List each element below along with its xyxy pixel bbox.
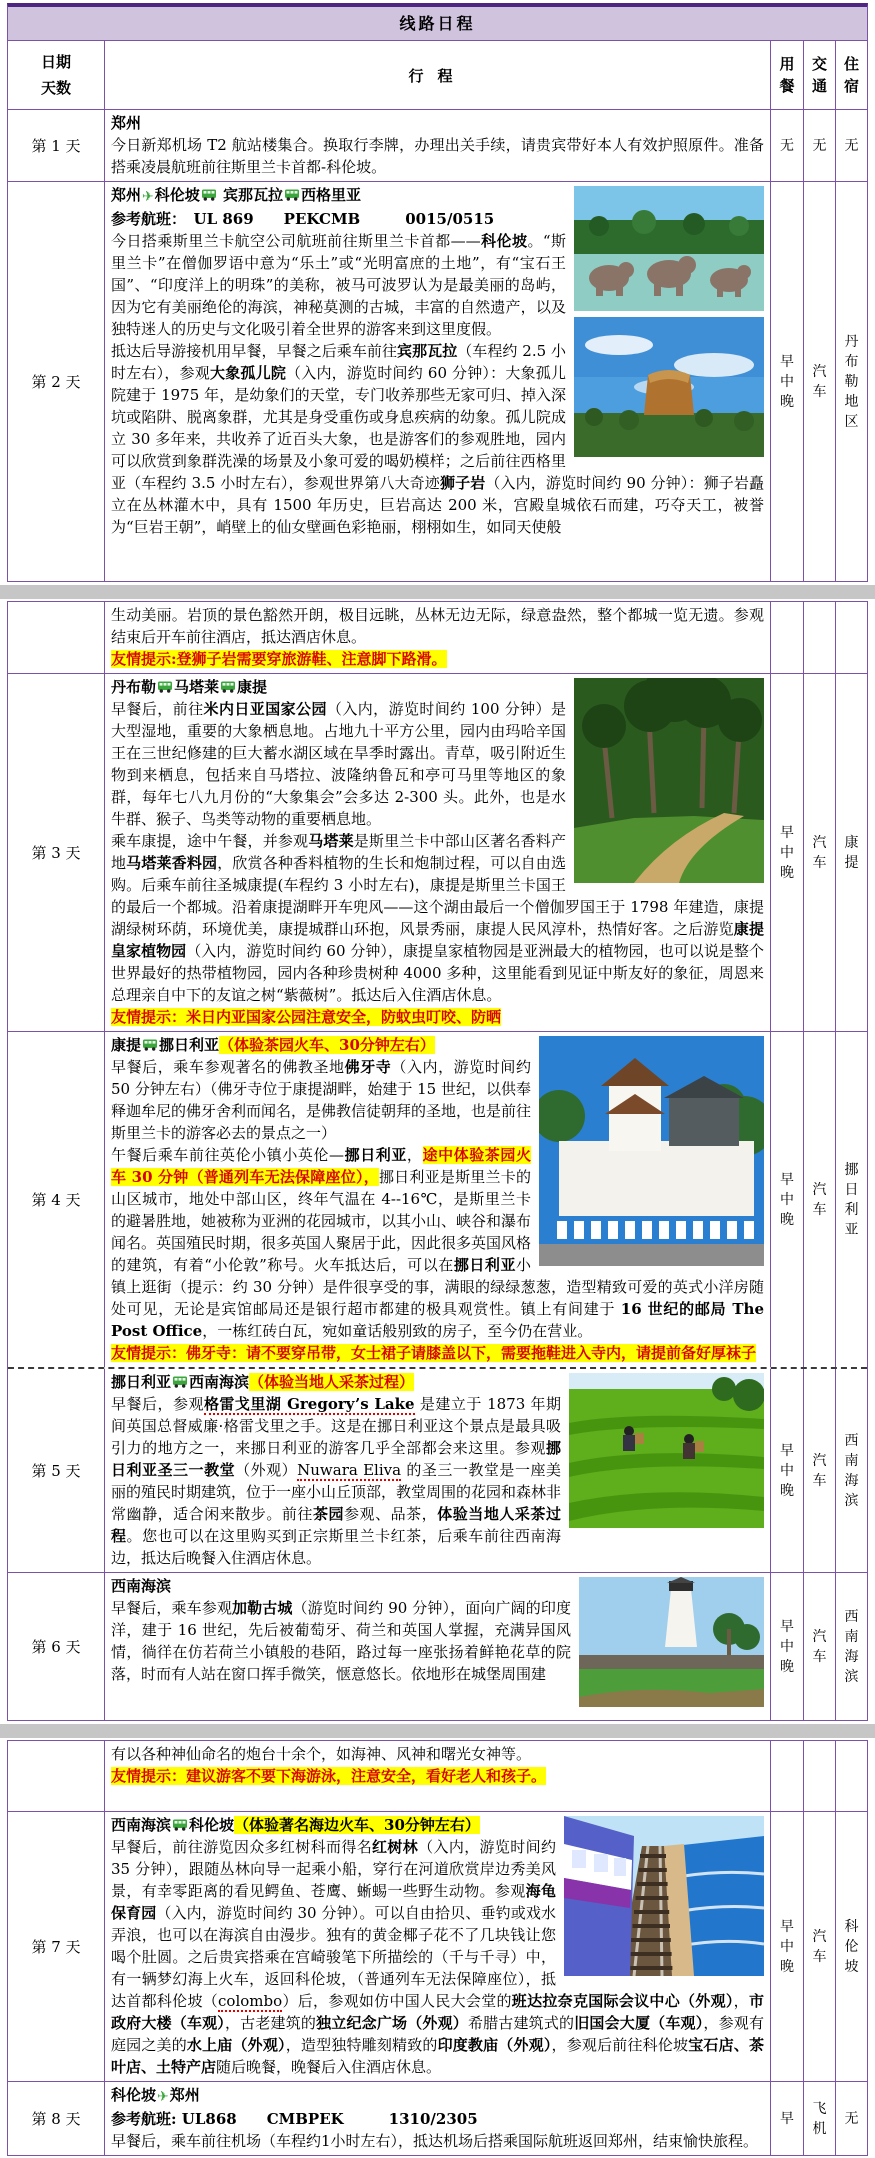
page-break-band bbox=[0, 585, 875, 599]
text-segment: （车程约 2.5 小时左右），参观 bbox=[111, 342, 566, 382]
text-segment: （入内，游览时间约 50 分钟左右）（佛牙寺位于康提湖畔，始建于 15 世纪，以供奉释迦牟尼的佛牙舍利而闻名，是佛教信徒朝拜的圣地，也是前往斯里兰卡的游客必去的景点之一） bbox=[111, 1058, 532, 1142]
text-segment: 宾那瓦拉 bbox=[217, 186, 283, 204]
continuation-row bbox=[8, 602, 867, 673]
document-title-bar bbox=[7, 3, 868, 41]
stay-cell: 西南海滨 bbox=[835, 1369, 867, 1572]
text-segment: 西格里亚 bbox=[301, 186, 362, 204]
text-segment: （体验茶园火车、30分钟左右） bbox=[219, 1036, 435, 1054]
text-segment: 有以各种神仙命名的炮台十余个，如海神、风神和曙光女神等。 bbox=[111, 1745, 532, 1763]
day-label: 第 1 天 bbox=[31, 137, 81, 155]
meals-cell: 早中晚 bbox=[770, 674, 803, 1031]
itinerary-paragraph bbox=[111, 1743, 764, 1765]
temple-of-tooth-photo bbox=[539, 1036, 764, 1266]
text-segment: 友情提示：米日内亚国家公园注意安全，防蚊虫叮咬、防晒 bbox=[111, 1008, 502, 1026]
text-segment: 茶园 bbox=[312, 1505, 345, 1523]
itinerary-row bbox=[8, 1031, 867, 1367]
text-segment: ，参观后前往科伦坡 bbox=[551, 2036, 689, 2054]
text-segment: 友情提示:登狮子岩需要穿旅游鞋、注意脚下路滑。 bbox=[111, 650, 447, 668]
text-segment: 友情提示：建议游客不要下海游泳，注意安全，看好老人和孩子。 bbox=[111, 1767, 547, 1785]
text-segment: 科伦坡 bbox=[189, 1816, 235, 1834]
itinerary-content bbox=[104, 2082, 770, 2155]
text-segment: 挪日利亚圣三一教堂 bbox=[111, 1439, 561, 1479]
text-segment: colombo bbox=[218, 1992, 283, 2010]
text-segment: （入内，游览时间约 100 分钟）是大型湿地，重要的大象栖息地。占地九十平方公里，园内由玛哈辛国王在三世纪修建的巨大蓄水湖区域在旱季时露出。青草，吸引附近生物到来栖息，包括来自马塔拉、波隆纳鲁瓦和亭可马里等地区的象群，每年七八九月份的“大象集会”会多达 2-300 头。此外，也是水牛群、猴子、鸟类等动物的重要栖息地。 bbox=[111, 700, 566, 828]
text-segment: 科伦坡 bbox=[480, 232, 528, 250]
itinerary-row bbox=[8, 181, 867, 581]
text-segment: 马塔莱香料园 bbox=[126, 854, 218, 872]
stay-cell bbox=[835, 1741, 867, 1811]
plane-icon: ✈ bbox=[142, 189, 154, 205]
bus-icon bbox=[172, 1819, 188, 1831]
itinerary-content bbox=[104, 182, 770, 581]
pinnawala-elephants-photo bbox=[574, 186, 764, 311]
transport-cell: 汽车 bbox=[803, 182, 835, 581]
text-segment: 郑州 bbox=[169, 2086, 200, 2104]
stay-cell: 科伦坡 bbox=[835, 1812, 867, 2081]
table-section bbox=[7, 601, 868, 1721]
text-segment: 西南海滨 bbox=[111, 1577, 172, 1595]
text-segment: 小镇上逛街（提示：约 30 分钟）是件很享受的事，满眼的绿绿葱葱，造型精致可爱的英式小洋房随处可见，无论是宾馆邮局还是银行超市都建的极具观赏性。镇上有间建于 bbox=[111, 1256, 764, 1318]
text-segment: 挪日利亚 bbox=[111, 1373, 172, 1391]
text-segment: 旧国会大厦（车观） bbox=[574, 2014, 704, 2032]
text-segment: （入内，游览时间约 90 分钟）：狮子岩矗立在丛林灌木中，具有 1500 年历史，巨岩高达 200 米，宫殿皇城依石而建，巧夺天工，被誉为“巨岩王朝”，峭壁上的仙女壁画色彩艳丽，栩栩如生，如同天使般 bbox=[111, 474, 764, 536]
day-label: 第 7 天 bbox=[31, 1938, 81, 1956]
itinerary-paragraph bbox=[111, 2130, 764, 2152]
text-segment: 16 世纪的邮局 The Post Office bbox=[111, 1300, 764, 1340]
sigiriya-lion-rock-photo bbox=[574, 317, 764, 457]
text-segment: （外观） bbox=[235, 1461, 298, 1479]
stay-cell: 无 bbox=[835, 2082, 867, 2155]
itinerary-paragraph bbox=[111, 2108, 764, 2130]
text-segment: ，造型独特雕刻精致的 bbox=[285, 2036, 438, 2054]
table-header-row bbox=[8, 41, 867, 109]
text-segment: 早餐后，乘车参观 bbox=[111, 1599, 233, 1617]
stay-cell: 康提 bbox=[835, 674, 867, 1031]
photo-column bbox=[574, 678, 764, 889]
day-label bbox=[8, 602, 104, 673]
text-segment: 康提 bbox=[111, 1036, 142, 1054]
text-segment: 今日新郑机场 T2 航站楼集合。换取行李牌，办理出关手续，请贵宾带好本人有效护照原件。准备搭乘凌晨航班前往斯里兰卡首都-科伦坡。 bbox=[111, 136, 764, 176]
text-segment: 海龟保育园 bbox=[111, 1882, 556, 1922]
tea-plantation-pickers-photo bbox=[569, 1373, 764, 1528]
itinerary-content bbox=[104, 1369, 770, 1572]
transport-cell: 汽车 bbox=[803, 1032, 835, 1367]
header-stay: 住宿 bbox=[835, 41, 867, 109]
stay-cell bbox=[835, 602, 867, 673]
text-segment: ，欣赏各种香料植物的生长和炮制过程，可以自由选购。后乘车前往圣城康提(车程约 3 小时左右)，康提是斯里兰卡国王的最后一个都城。沿着康提湖畔开车兜风——这个湖由最后一个僧伽罗国王于 1798 年建造，康提湖绿树环荫，环境优美，康提城群山环抱，风景秀丽，康提人民风淳朴，热情好客。之后游览 bbox=[111, 854, 764, 938]
text-segment: ，一栋红砖白瓦，宛如童话般别致的房子，至今仍在营业。 bbox=[202, 1322, 593, 1340]
header-meals: 用餐 bbox=[770, 41, 803, 109]
plane-icon: ✈ bbox=[157, 2089, 169, 2105]
day-label: 第 5 天 bbox=[31, 1462, 81, 1480]
meals-cell: 早中晚 bbox=[770, 1032, 803, 1367]
text-segment: 科伦坡 bbox=[111, 2086, 157, 2104]
text-segment: （体验当地人采茶过程） bbox=[249, 1373, 415, 1391]
itinerary-content bbox=[104, 110, 770, 181]
day-label: 第 2 天 bbox=[31, 373, 81, 391]
page-title: 线路日程 bbox=[399, 14, 476, 33]
text-segment: 早餐后，前往游览因众多红树科而得名 bbox=[111, 1838, 373, 1856]
text-segment: 宾那瓦拉 bbox=[397, 342, 458, 360]
bus-icon bbox=[172, 1376, 188, 1388]
itinerary-content bbox=[104, 1812, 770, 2081]
text-segment: ，古老建筑的 bbox=[224, 2014, 317, 2032]
transport-cell: 飞机 bbox=[803, 2082, 835, 2155]
itinerary-row bbox=[8, 2081, 867, 2155]
botanical-garden-path-photo bbox=[574, 678, 764, 883]
text-segment: 西南海滨 bbox=[189, 1373, 250, 1391]
day-label: 第 6 天 bbox=[31, 1638, 81, 1656]
text-segment: 班达拉奈克国际会议中心（外观） bbox=[511, 1992, 734, 2010]
text-segment: 丹布勒 bbox=[111, 678, 157, 696]
route-title bbox=[111, 112, 764, 134]
stay-cell: 无 bbox=[835, 110, 867, 181]
itinerary-row bbox=[8, 1369, 867, 1572]
stay-cell: 丹布勒地区 bbox=[835, 182, 867, 581]
bus-icon bbox=[142, 1039, 158, 1051]
text-segment: 郑州 bbox=[111, 114, 142, 132]
continuation-row bbox=[8, 1741, 867, 1811]
header-day: 日期天数 bbox=[40, 53, 71, 97]
text-segment: 西南海滨 bbox=[111, 1816, 172, 1834]
table-section bbox=[7, 40, 868, 582]
text-segment: 独立纪念广场（外观） bbox=[316, 2014, 468, 2032]
photo-column bbox=[564, 1816, 764, 1982]
meals-cell: 早中晚 bbox=[770, 1812, 803, 2081]
friendly-tip bbox=[111, 1765, 764, 1787]
bus-icon bbox=[284, 189, 300, 201]
stay-cell: 挪日利亚 bbox=[835, 1032, 867, 1367]
meals-cell: 早中晚 bbox=[770, 1573, 803, 1720]
text-segment: 水上庙（外观） bbox=[186, 2036, 286, 2054]
header-itinerary: 行程 bbox=[104, 41, 770, 109]
stay-cell: 西南海滨 bbox=[835, 1573, 867, 1720]
itinerary-table bbox=[7, 40, 868, 2156]
seaside-train-photo bbox=[564, 1816, 764, 1976]
text-segment: （入内，游览时间约 60 分钟）：大象孤儿院建于 1975 年，是幼象们的天堂，专门收养那些无家可归、掉入深坑或陷阱、脱离象群，尤其是身受重伤或身息疾病的幼象。孤儿院成立 30 多年来，共收养了近百头大象，也是游客们的参观胜地，园内可以欣赏到象群洗澡的场景及小象可爱的喝奶模样；之后前往西格里亚（车程约 3.5 小时左右），参观世界第八大奇迹 bbox=[111, 364, 566, 492]
text-segment: 市政府大楼（车观） bbox=[111, 1992, 764, 2032]
text-segment: ，参观有庭园之美的 bbox=[111, 2014, 764, 2054]
text-segment: ， bbox=[733, 1992, 749, 2010]
photo-column bbox=[569, 1373, 764, 1534]
text-segment: 抵达后导游接机用早餐，早餐之后乘车前往 bbox=[111, 342, 398, 360]
text-segment: 郑州 bbox=[111, 186, 142, 204]
friendly-tip bbox=[111, 1342, 764, 1364]
itinerary-content bbox=[104, 1573, 770, 1720]
text-segment: ）后，参观如仿中国人民大会堂的 bbox=[282, 1992, 512, 2010]
itinerary-paragraph bbox=[111, 604, 764, 648]
text-segment: 友情提示：佛牙寺：请不要穿吊带，女士裙子请膝盖以下，需要拖鞋进入寺内，请提前备好厚袜子 bbox=[111, 1344, 757, 1362]
text-segment: 参考航班： UL 869 PEKCMB 0015/0515 bbox=[111, 210, 495, 228]
transport-cell: 汽车 bbox=[803, 1573, 835, 1720]
text-segment: 挪日利亚 bbox=[453, 1256, 516, 1274]
text-segment: （入内，游览时间约 30 分钟）。可以自由拾贝、垂钓或戏水弄浪，也可以在海滨自由漫步。独有的黄金椰子花不了几块钱让您喝个肚圆。之后贵宾搭乘在宫崎骏笔下所描绘的（千与千寻）中，有一辆梦幻海上火车，返回科伦坡，（普通列车无法保障座位），抵达首都科伦坡（ bbox=[111, 1904, 556, 2010]
text-segment: （体验著名海边火车、30分钟左右） bbox=[234, 1816, 480, 1834]
text-segment: 马塔莱 bbox=[174, 678, 220, 696]
text-segment: 康提 bbox=[237, 678, 268, 696]
meals-cell: 早中晚 bbox=[770, 1369, 803, 1572]
text-segment: 体验当地人采茶过程 bbox=[111, 1505, 561, 1545]
friendly-tip bbox=[111, 1006, 764, 1028]
transport-cell: 无 bbox=[803, 110, 835, 181]
photo-column bbox=[579, 1577, 764, 1713]
transport-cell: 汽车 bbox=[803, 674, 835, 1031]
day-label: 第 8 天 bbox=[31, 2110, 81, 2128]
itinerary-row bbox=[8, 673, 867, 1031]
text-segment: 的圣三一教堂是一座美丽的殖民时期建筑，位于一座小山丘顶部，教堂周围的花园和森林非常幽静，适合闲来散步。前往 bbox=[111, 1461, 562, 1523]
meals-cell: 早中晚 bbox=[770, 182, 803, 581]
text-segment: 科伦坡 bbox=[154, 186, 200, 204]
itinerary-paragraph bbox=[111, 134, 764, 178]
text-segment: （入内，游览时间约 60 分钟），康提皇家植物园是亚洲最大的植物园，也可以说是整个世界最好的热带植物园，园内各种珍贵树种 4000 多种，这里能看到见证中斯友好的象征，周恩来总理亲自中下的友谊之树“紫薇树”。抵达后入住酒店休息。 bbox=[111, 942, 764, 1004]
text-segment: 红树林 bbox=[372, 1838, 419, 1856]
itinerary-content bbox=[104, 602, 770, 673]
photo-column bbox=[539, 1036, 764, 1272]
text-segment: 狮子岩 bbox=[439, 474, 486, 492]
text-segment: 参观、品茶， bbox=[344, 1505, 438, 1523]
text-segment: Nuwara Eliva bbox=[297, 1461, 402, 1479]
text-segment: 途中体验茶园火车 30 分钟（普通列车无法保障座位）， bbox=[111, 1146, 531, 1186]
text-segment: 早餐后，乘车前往机场（车程约1小时左右），抵达机场后搭乘国际航班返回郑州，结束愉快旅程。 bbox=[111, 2132, 759, 2150]
text-segment: 是建立于 1873 年期间英国总督威廉·格雷戈里之手。这是在挪日利亚这个景点是最具吸引力的地方之一，来挪日利亚的游客几乎全部都会来这里。参观 bbox=[111, 1395, 561, 1457]
text-segment: （游览时间约 90 分钟），面向广阔的印度洋，建于 16 世纪，先后被葡萄牙、荷兰和英国人掌握，充满异国风情，徜徉在仿若荷兰小镇般的巷陌，路过每一座张扬着鲜艳花草的院落，时而有人站在窗口挥手微笑，惬意悠长。依地形在城堡周围建 bbox=[111, 1599, 571, 1683]
text-segment: 午餐后乘车前往英伦小镇小英伦— bbox=[111, 1146, 345, 1164]
text-segment: 希腊古建筑式的 bbox=[467, 2014, 575, 2032]
text-segment: 早餐后，前往 bbox=[111, 700, 204, 718]
bus-icon bbox=[201, 189, 217, 201]
text-segment: 随后晚餐，晚餐后入住酒店休息。 bbox=[216, 2058, 442, 2076]
route-title bbox=[111, 2084, 764, 2108]
text-segment: 挪日利亚 bbox=[159, 1036, 220, 1054]
text-segment: 康提皇家植物园 bbox=[111, 920, 764, 960]
page-break-band bbox=[0, 1724, 875, 1738]
text-segment: 米内日亚国家公园 bbox=[203, 700, 327, 718]
transport-cell: 汽车 bbox=[803, 1812, 835, 2081]
text-segment: 今日搭乘斯里兰卡航空公司航班前往斯里兰卡首都—— bbox=[111, 232, 481, 250]
text-segment: 乘车康提，途中午餐，并参观 bbox=[111, 832, 309, 850]
day-label bbox=[8, 1741, 104, 1811]
text-segment: 。“斯里兰卡”在僧伽罗语中意为“乐土”或“光明富庶的土地”，有“宝石王国”、“印度洋上的明珠”的美称，被马可波罗认为是最美丽的岛屿，因为它有美丽绝伦的海滨，神秘莫测的古城，丰富的自然遗产，以及独特迷人的历史与文化吸引着全世界的游客来到这里度假。 bbox=[111, 232, 566, 338]
text-segment: 格雷戈里湖 Gregory’s Lake bbox=[203, 1395, 415, 1413]
day-label: 第 4 天 bbox=[31, 1191, 81, 1209]
text-segment: 。您也可以在这里购买到正宗斯里兰卡红茶，后乘车前往西南海边，抵达后晚餐入住酒店休息。 bbox=[111, 1527, 561, 1567]
text-segment: （入内，游览时间约 35 分钟），跟随丛林向导一起乘小船，穿行在河道欣赏岸边秀美风景，有幸零距离的看见鳄鱼、苍鹰、蜥蜴一些野生动物。参观 bbox=[111, 1838, 556, 1900]
meals-cell bbox=[770, 1741, 803, 1811]
text-segment: 加勒古城 bbox=[232, 1599, 293, 1617]
text-segment: 参考航班: UL868 CMBPEK 1310/2305 bbox=[111, 2110, 478, 2128]
text-segment: 宝石店、茶叶店、土特产店 bbox=[111, 2036, 764, 2076]
text-segment: 大象孤儿院 bbox=[209, 364, 287, 382]
itinerary-row bbox=[8, 1811, 867, 2081]
text-segment: 是斯里兰卡中部山区著名香料产地 bbox=[111, 832, 566, 872]
itinerary-content bbox=[104, 1741, 770, 1811]
text-segment: 挪日利亚 bbox=[344, 1146, 407, 1164]
itinerary-row bbox=[8, 109, 867, 181]
bus-icon bbox=[157, 681, 173, 693]
text-segment: 佛牙寺 bbox=[344, 1058, 392, 1076]
transport-cell bbox=[803, 602, 835, 673]
itinerary-content bbox=[104, 1032, 770, 1367]
transport-cell: 汽车 bbox=[803, 1369, 835, 1572]
meals-cell: 无 bbox=[770, 110, 803, 181]
transport-cell bbox=[803, 1741, 835, 1811]
text-segment: 早餐后，参观 bbox=[111, 1395, 204, 1413]
text-segment: 挪日利亚是斯里兰卡的山区城市，地处中部山区，终年气温在 4--16℃，是斯里兰卡的避暑胜地，她被称为亚洲的花园城市，以其小山、峡谷和瀑布闻名。英国殖民时期，很多英国人聚居于此，因此很多英国风格的建筑，有着“小伦敦”称号。火车抵达后，可以在 bbox=[111, 1168, 532, 1274]
text-segment: 早餐后，乘车参观著名的佛教圣地 bbox=[111, 1058, 345, 1076]
header-transport: 交通 bbox=[803, 41, 835, 109]
friendly-tip bbox=[111, 648, 764, 670]
text-segment: 生动美丽。岩顶的景色豁然开朗，极目远眺，丛林无边无际，绿意盎然，整个都城一览无遗。参观结束后开车前往酒店，抵达酒店休息。 bbox=[111, 606, 764, 646]
day-label: 第 3 天 bbox=[31, 844, 81, 862]
text-segment: ， bbox=[406, 1146, 423, 1164]
text-segment: 印度教庙（外观） bbox=[437, 2036, 552, 2054]
meals-cell bbox=[770, 602, 803, 673]
bus-icon bbox=[220, 681, 236, 693]
galle-lighthouse-photo bbox=[579, 1577, 764, 1707]
table-section bbox=[7, 1740, 868, 2156]
itinerary-content bbox=[104, 674, 770, 1031]
meals-cell: 早 bbox=[770, 2082, 803, 2155]
itinerary-row bbox=[8, 1572, 867, 1720]
photo-column bbox=[574, 186, 764, 463]
text-segment: 马塔莱 bbox=[308, 832, 354, 850]
